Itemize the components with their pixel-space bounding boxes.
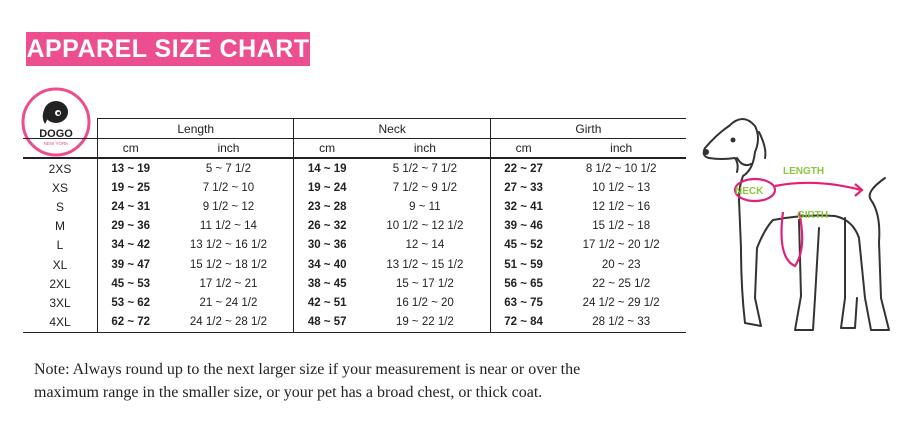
girth-cm-cell: 51 ~ 59 xyxy=(490,255,556,274)
neck-inch-cell: 19 ~ 22 1/2 xyxy=(360,313,490,333)
size-cell: M xyxy=(55,219,65,234)
girth-cm-cell: 45 ~ 52 xyxy=(490,236,556,255)
girth-inch-cell: 28 1/2 ~ 33 xyxy=(556,313,686,333)
length-cm-cell: 39 ~ 47 xyxy=(98,255,164,274)
table-row xyxy=(23,274,686,293)
neck-inch-cell: 13 1/2 ~ 15 1/2 xyxy=(386,258,464,271)
length-cm-cell: 53 ~ 62 xyxy=(98,293,164,312)
sizing-note xyxy=(34,358,654,404)
length-inch-cell: 9 1/2 ~ 12 xyxy=(202,200,255,213)
neck-inch-cell: 7 1/2 ~ 9 1/2 xyxy=(392,181,458,194)
size-cell: 3XL xyxy=(49,295,71,310)
length-cm-cell: 62 ~ 72 xyxy=(98,313,164,333)
dog-measurement-illustration xyxy=(695,108,895,343)
size-cell: L xyxy=(56,238,64,253)
length-cm-header: cm xyxy=(98,139,164,159)
length-cm-cell: 45 ~ 53 xyxy=(98,274,164,293)
neck-cm-cell: 34 ~ 40 xyxy=(294,255,360,274)
neck-inch-cell: 10 1/2 ~ 12 1/2 xyxy=(386,220,464,233)
length-cm-cell: 34 ~ 42 xyxy=(98,236,164,255)
length-inch-cell: 7 1/2 ~ 10 xyxy=(202,181,255,194)
neck-cm-cell: 42 ~ 51 xyxy=(294,293,360,312)
size-header-blank xyxy=(23,119,98,139)
unit-header-row xyxy=(23,139,686,159)
neck-inch-cell: 12 ~ 14 xyxy=(405,239,445,252)
size-cell: XS xyxy=(51,180,68,195)
girth-cm-cell: 32 ~ 41 xyxy=(490,197,556,216)
girth-inch-cell: 20 ~ 23 xyxy=(601,258,641,271)
girth-inch-cell: 15 1/2 ~ 18 xyxy=(592,220,651,233)
note-line-2: maximum range in the smaller size, or your pet has a broad chest, or thick coat. xyxy=(34,384,543,401)
neck-inch-cell: 16 1/2 ~ 20 xyxy=(395,296,454,309)
girth-inch-cell: 8 1/2 ~ 10 1/2 xyxy=(585,162,657,175)
girth-cm-cell: 27 ~ 33 xyxy=(490,178,556,197)
length-inch-cell: 17 1/2 ~ 21 xyxy=(199,277,258,290)
girth-header: Girth xyxy=(490,119,686,139)
girth-cm-cell: 22 ~ 27 xyxy=(490,158,556,178)
size-cell: S xyxy=(55,199,64,214)
group-header-row xyxy=(23,119,686,139)
length-measure-line xyxy=(775,183,862,196)
girth-cm-cell: 56 ~ 65 xyxy=(490,274,556,293)
length-inch-header: inch xyxy=(163,139,293,159)
neck-cm-cell: 19 ~ 24 xyxy=(294,178,360,197)
length-inch-cell: 24 1/2 ~ 28 1/2 xyxy=(163,313,293,333)
logo-subtext: NEW YORK xyxy=(43,141,69,146)
neck-cm-cell: 30 ~ 36 xyxy=(294,236,360,255)
size-unit-blank xyxy=(23,139,98,159)
length-cm-cell: 13 ~ 19 xyxy=(98,158,164,178)
table-row xyxy=(23,197,686,216)
size-cell: 2XS xyxy=(48,161,72,176)
neck-inch-cell: 15 ~ 17 1/2 xyxy=(395,277,454,290)
table-row xyxy=(23,313,686,333)
length-inch-cell: 5 ~ 7 1/2 xyxy=(205,162,251,175)
neck-cm-cell: 14 ~ 19 xyxy=(294,158,360,178)
table-row xyxy=(23,158,686,178)
neck-cm-cell: 48 ~ 57 xyxy=(294,313,360,333)
neck-inch-cell: 5 1/2 ~ 7 1/2 xyxy=(392,162,458,175)
length-header: Length xyxy=(98,119,294,139)
page-title: APPAREL SIZE CHART xyxy=(26,32,310,66)
girth-inch-cell: 24 1/2 ~ 29 1/2 xyxy=(582,296,660,309)
size-cell: XL xyxy=(52,257,68,272)
size-cell: 2XL xyxy=(49,276,71,291)
size-cell: 4XL xyxy=(23,313,98,333)
length-label: LENGTH xyxy=(783,166,825,177)
girth-inch-header: inch xyxy=(556,139,686,159)
table-row xyxy=(23,236,686,255)
girth-inch-cell: 10 1/2 ~ 13 xyxy=(592,181,651,194)
neck-cm-cell: 26 ~ 32 xyxy=(294,217,360,236)
girth-cm-cell: 39 ~ 46 xyxy=(490,217,556,236)
neck-cm-cell: 23 ~ 28 xyxy=(294,197,360,216)
table-row xyxy=(23,178,686,197)
neck-header: Neck xyxy=(294,119,490,139)
dog-eye-icon xyxy=(731,138,736,143)
length-cm-cell: 19 ~ 25 xyxy=(98,178,164,197)
girth-inch-cell: 12 1/2 ~ 16 xyxy=(592,200,651,213)
neck-cm-cell: 38 ~ 45 xyxy=(294,274,360,293)
dog-outline xyxy=(704,119,889,330)
table-row xyxy=(23,217,686,236)
length-inch-cell: 11 1/2 ~ 14 xyxy=(199,220,257,233)
length-inch-cell: 13 1/2 ~ 16 1/2 xyxy=(189,239,267,252)
girth-label: GIRTH xyxy=(797,210,829,221)
length-inch-cell: 21 ~ 24 1/2 xyxy=(199,296,258,309)
size-chart-table xyxy=(23,118,686,333)
neck-cm-header: cm xyxy=(294,139,360,159)
neck-label: NECK xyxy=(735,186,764,197)
girth-cm-cell: 72 ~ 84 xyxy=(490,313,556,333)
logo-text: DOGO xyxy=(39,128,73,140)
note-line-1: Note: Always round up to the next larger size if your measurement is near or over the xyxy=(34,361,581,378)
table-row xyxy=(23,293,686,312)
length-inch-cell: 15 1/2 ~ 18 1/2 xyxy=(189,258,267,271)
length-cm-cell: 24 ~ 31 xyxy=(98,197,164,216)
dog-nose-icon xyxy=(703,149,709,155)
table-row xyxy=(23,255,686,274)
neck-inch-header: inch xyxy=(360,139,490,159)
neck-inch-cell: 9 ~ 11 xyxy=(409,200,441,213)
girth-cm-header: cm xyxy=(490,139,556,159)
girth-cm-cell: 63 ~ 75 xyxy=(490,293,556,312)
girth-inch-cell: 17 1/2 ~ 20 1/2 xyxy=(582,239,660,252)
length-cm-cell: 29 ~ 36 xyxy=(98,217,164,236)
girth-inch-cell: 22 ~ 25 1/2 xyxy=(592,277,651,290)
